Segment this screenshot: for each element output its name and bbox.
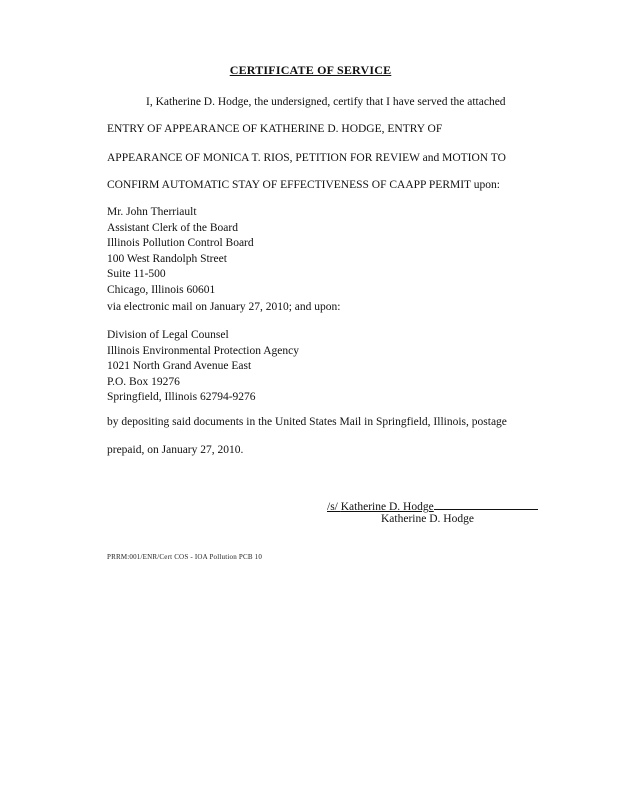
address-line: Mr. John Therriault <box>107 206 197 218</box>
caption-line-1: ENTRY OF APPEARANCE OF KATHERINE D. HODGE, ENTRY OF <box>107 123 443 135</box>
document-title: CERTIFICATE OF SERVICE <box>229 63 392 77</box>
signature-blank-line <box>434 498 538 510</box>
signature-name: Katherine D. Hodge <box>340 501 434 513</box>
address-line: 1021 North Grand Avenue East <box>107 360 252 372</box>
certification-intro: I, Katherine D. Hodge, the undersigned, certify that I have served the attached <box>146 96 506 108</box>
document-footer-id: PRRM:001/ENR/Cert COS - IOA Pollution PCB 10 <box>107 553 263 561</box>
address-line: Division of Legal Counsel <box>107 329 229 341</box>
caption-line-2: APPEARANCE OF MONICA T. RIOS, PETITION FOR REVIEW and MOTION TO <box>107 152 506 164</box>
service-method-mail-line-1: by depositing said documents in the United States Mail in Springfield, Illinois, postage <box>107 416 507 428</box>
address-line: Illinois Pollution Control Board <box>107 237 254 249</box>
address-line: P.O. Box 19276 <box>107 375 180 388</box>
caption-line-3: CONFIRM AUTOMATIC STAY OF EFFECTIVENESS OF CAAPP PERMIT upon: <box>107 179 500 191</box>
printed-signer-name: Katherine D. Hodge <box>381 513 474 525</box>
address-line: 100 West Randolph Street <box>107 252 227 265</box>
address-line: Chicago, Illinois 60601 <box>107 283 216 296</box>
service-method-mail-line-2: prepaid, on January 27, 2010. <box>107 444 244 456</box>
signature-prefix: /s/ <box>327 501 341 513</box>
recipient-address-board <box>107 205 254 298</box>
signature-line <box>327 498 538 513</box>
address-line: Springfield, Illinois 62794-9276 <box>107 391 256 403</box>
service-method-electronic: via electronic mail on January 27, 2010; and upon: <box>107 301 341 313</box>
address-line: Suite 11-500 <box>107 268 166 280</box>
recipient-address-agency <box>107 328 299 406</box>
address-line: Illinois Environmental Protection Agency <box>107 344 299 357</box>
address-line: Assistant Clerk of the Board <box>107 221 238 234</box>
